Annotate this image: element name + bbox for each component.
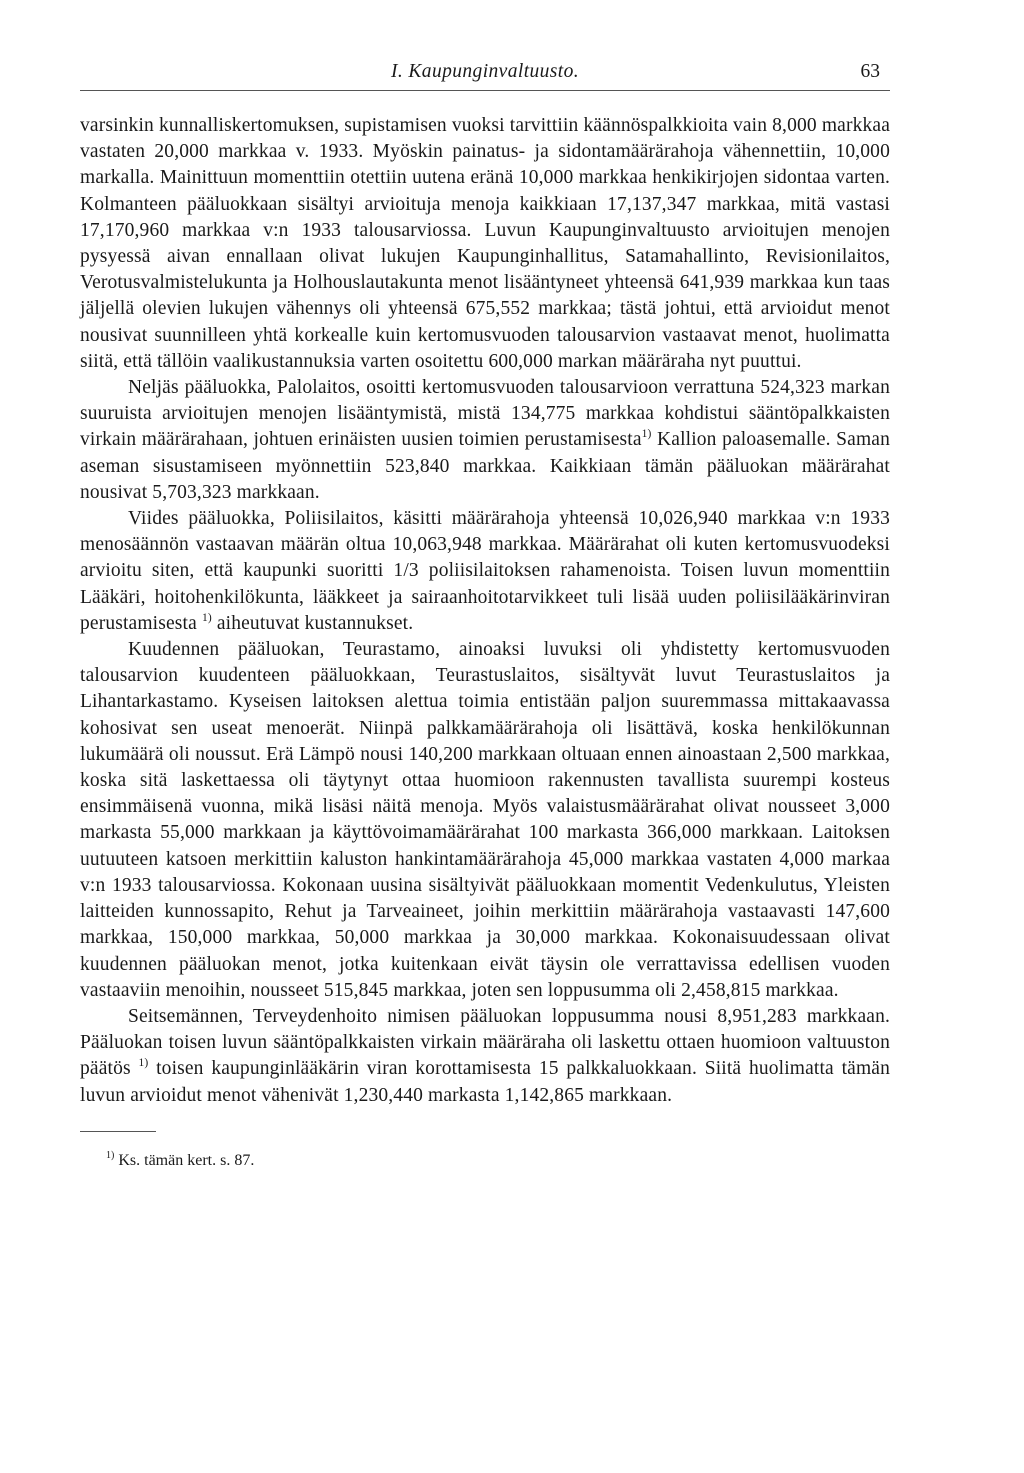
body-text xyxy=(80,113,890,1109)
paragraph-text: varsinkin kunnalliskertomuksen, supistamisen vuoksi tarvittiin käännöspalkkioita vain 8,000 markkaa vastaten 20,000 markkaa v. 1933. Myöskin painatus- ja sidontamäärärahoja vähennettiin, 10,000 markalla. Mainittuun momenttiin otettiin uutena eränä 10,000 markkaa henkikirjojen sidontaa varten. Kolmanteen pääluokkaan sisältyi arvioituja menoja kaikkiaan 17,137,347 markkaa, mitä vastasi 17,170,960 markkaa v:n 1933 talousarviossa. Luvun Kaupunginvaltuusto arvioitujen menojen pysyessä aivan ennallaan olivat lukujen Kaupunginhallitus, Satamahallinto, Revisionilaitos, Verotusvalmistelukunta ja Holhouslautakunta menot lisääntyneet yhteensä 641,939 markkaa kun taas jäljellä olevien lukujen vähennys oli yhteensä 675,552 markkaa; tästä johtui, että arvioidut menot nousivat suunnilleen yhtä korkealle kuin kertomusvuoden talousarvion vastaavat menot, huolimatta siitä, että tällöin vaalikustannuksia varten osoitettu 600,000 markan määräraha nyt puuttui. xyxy=(80,115,890,372)
paragraph xyxy=(80,1004,890,1109)
document-page xyxy=(80,58,890,1172)
footnote-marker: 1) xyxy=(106,1149,115,1161)
paragraph xyxy=(80,375,890,506)
paragraph xyxy=(80,113,890,375)
footnote-reference: 1) xyxy=(641,428,652,441)
running-header xyxy=(80,58,890,88)
paragraph xyxy=(80,506,890,637)
paragraph-text: aiheutuvat kustannukset. xyxy=(211,612,414,634)
paragraph xyxy=(80,637,890,1004)
footnote xyxy=(106,1150,890,1172)
paragraph-text: Viides pääluokka, Poliisilaitos, käsitti määrärahoja yhteensä 10,026,940 markkaa v:n 1933 menosäännön vastaavan määrän oltua 10,063,948 markkaa. Määrärahat oli kuten kertomusvuodeksi arvioitu siten, että kaupunki suoritti 1/3 poliisilaitoksen rahamenoista. Toisen luvun momenttiin Lääkäri, hoitohenkilökunta, lääkkeet ja sairaanhoitotarvikkeet tuli lisää uuden poliisilääkärinviran perustamisesta xyxy=(80,508,890,634)
paragraph-text: Neljäs pääluokka, Palolaitos, osoitti kertomusvuoden talousarvioon verrattuna 524,323 markan suuruista arvioitujen menojen lisääntymistä, mistä 134,775 markkaa kohdistui sääntöpalkkaisten virkain määrärahaan, johtuen erinäisten uusien toimien perustamisesta xyxy=(80,377,890,451)
header-rule xyxy=(80,90,890,91)
page-number: 63 xyxy=(860,61,880,82)
paragraph-text: toisen kaupunginlääkärin viran korottamisesta 15 palkkaluokkaan. Siitä huolimatta tämän luvun arvioidut menot vähenivät 1,230,440 markasta 1,142,865 markkaan. xyxy=(80,1058,890,1106)
paragraph-text: Kuudennen pääluokan, Teurastamo, ainoaksi luvuksi oli yhdistetty kertomusvuoden talousarvion kuudenteen pääluokkaan, Teurastuslaitos, sisältyvät luvut Teurastuslaitos ja Lihantarkastamo. Kyseisen laitoksen alettua toimia entistään paljon suuremmassa mittakaavassa kohosivat sen useat menoerät. Niinpä palkkamäärärahoja oli lisättävä, koska henkilökunnan lukumäärä oli noussut. Erä Lämpö nousi 140,200 markkaan oltuaan ennen ainoastaan 2,500 markkaa, koska sitä laskettaessa oli täytynyt ottaa huomioon rakennusten tavallista suurempi kosteus ensimmäisenä vuonna, mikä lisäsi näitä menoja. Myös valaistusmäärärahat olivat nousseet 3,000 markasta 55,000 markkaan ja käyttövoimamäärärahat 100 markasta 366,000 markkaan. Laitoksen uutuuteen katsoen merkittiin kaluston hankintamäärärahoja 45,000 markkaa vastaten 4,000 markaa v:n 1933 talousarviossa. Kokonaan uusina sisältyivät pääluokkaan momentit Vedenkulutus, Yleisten laitteiden kunnossapito, Rehut ja Tarveaineet, joihin merkittiin määrärahoja vastaavasti 147,600 markkaa, 150,000 markkaa, 50,000 markkaa ja 30,000 markkaa. Kokonaisuudessaan olivat kuudennen pääluokan menot, jotka kuitenkaan eivät täysin ole verrattavissa edellisen vuoden vastaaviin menoihin, nousseet 515,845 markkaa, joten sen loppusumma oli 2,458,815 markkaa. xyxy=(80,639,890,1001)
running-title: I. Kaupunginvaltuusto. xyxy=(390,61,580,82)
footnote-text: Ks. tämän kert. s. 87. xyxy=(114,1151,255,1169)
paragraph-text: Kallion paloasemalle. Saman aseman sisustamiseen myönnettiin 523,840 markkaa. Kaikkiaan tämän pääluokan määrärahat nousivat 5,703,323 markkaan. xyxy=(80,429,890,503)
paragraph-text: Seitsemännen, Terveydenhoito nimisen pääluokan loppusumma nousi 8,951,283 markkaan. Pääluokan toisen luvun sääntöpalkkaisten virkain määräraha oli laskettu ottaen huomioon valtuuston päätös xyxy=(80,1005,890,1080)
footnote-rule xyxy=(80,1131,156,1132)
footnote-reference: 1) xyxy=(138,1057,149,1070)
footnote-reference: 1) xyxy=(201,611,212,624)
